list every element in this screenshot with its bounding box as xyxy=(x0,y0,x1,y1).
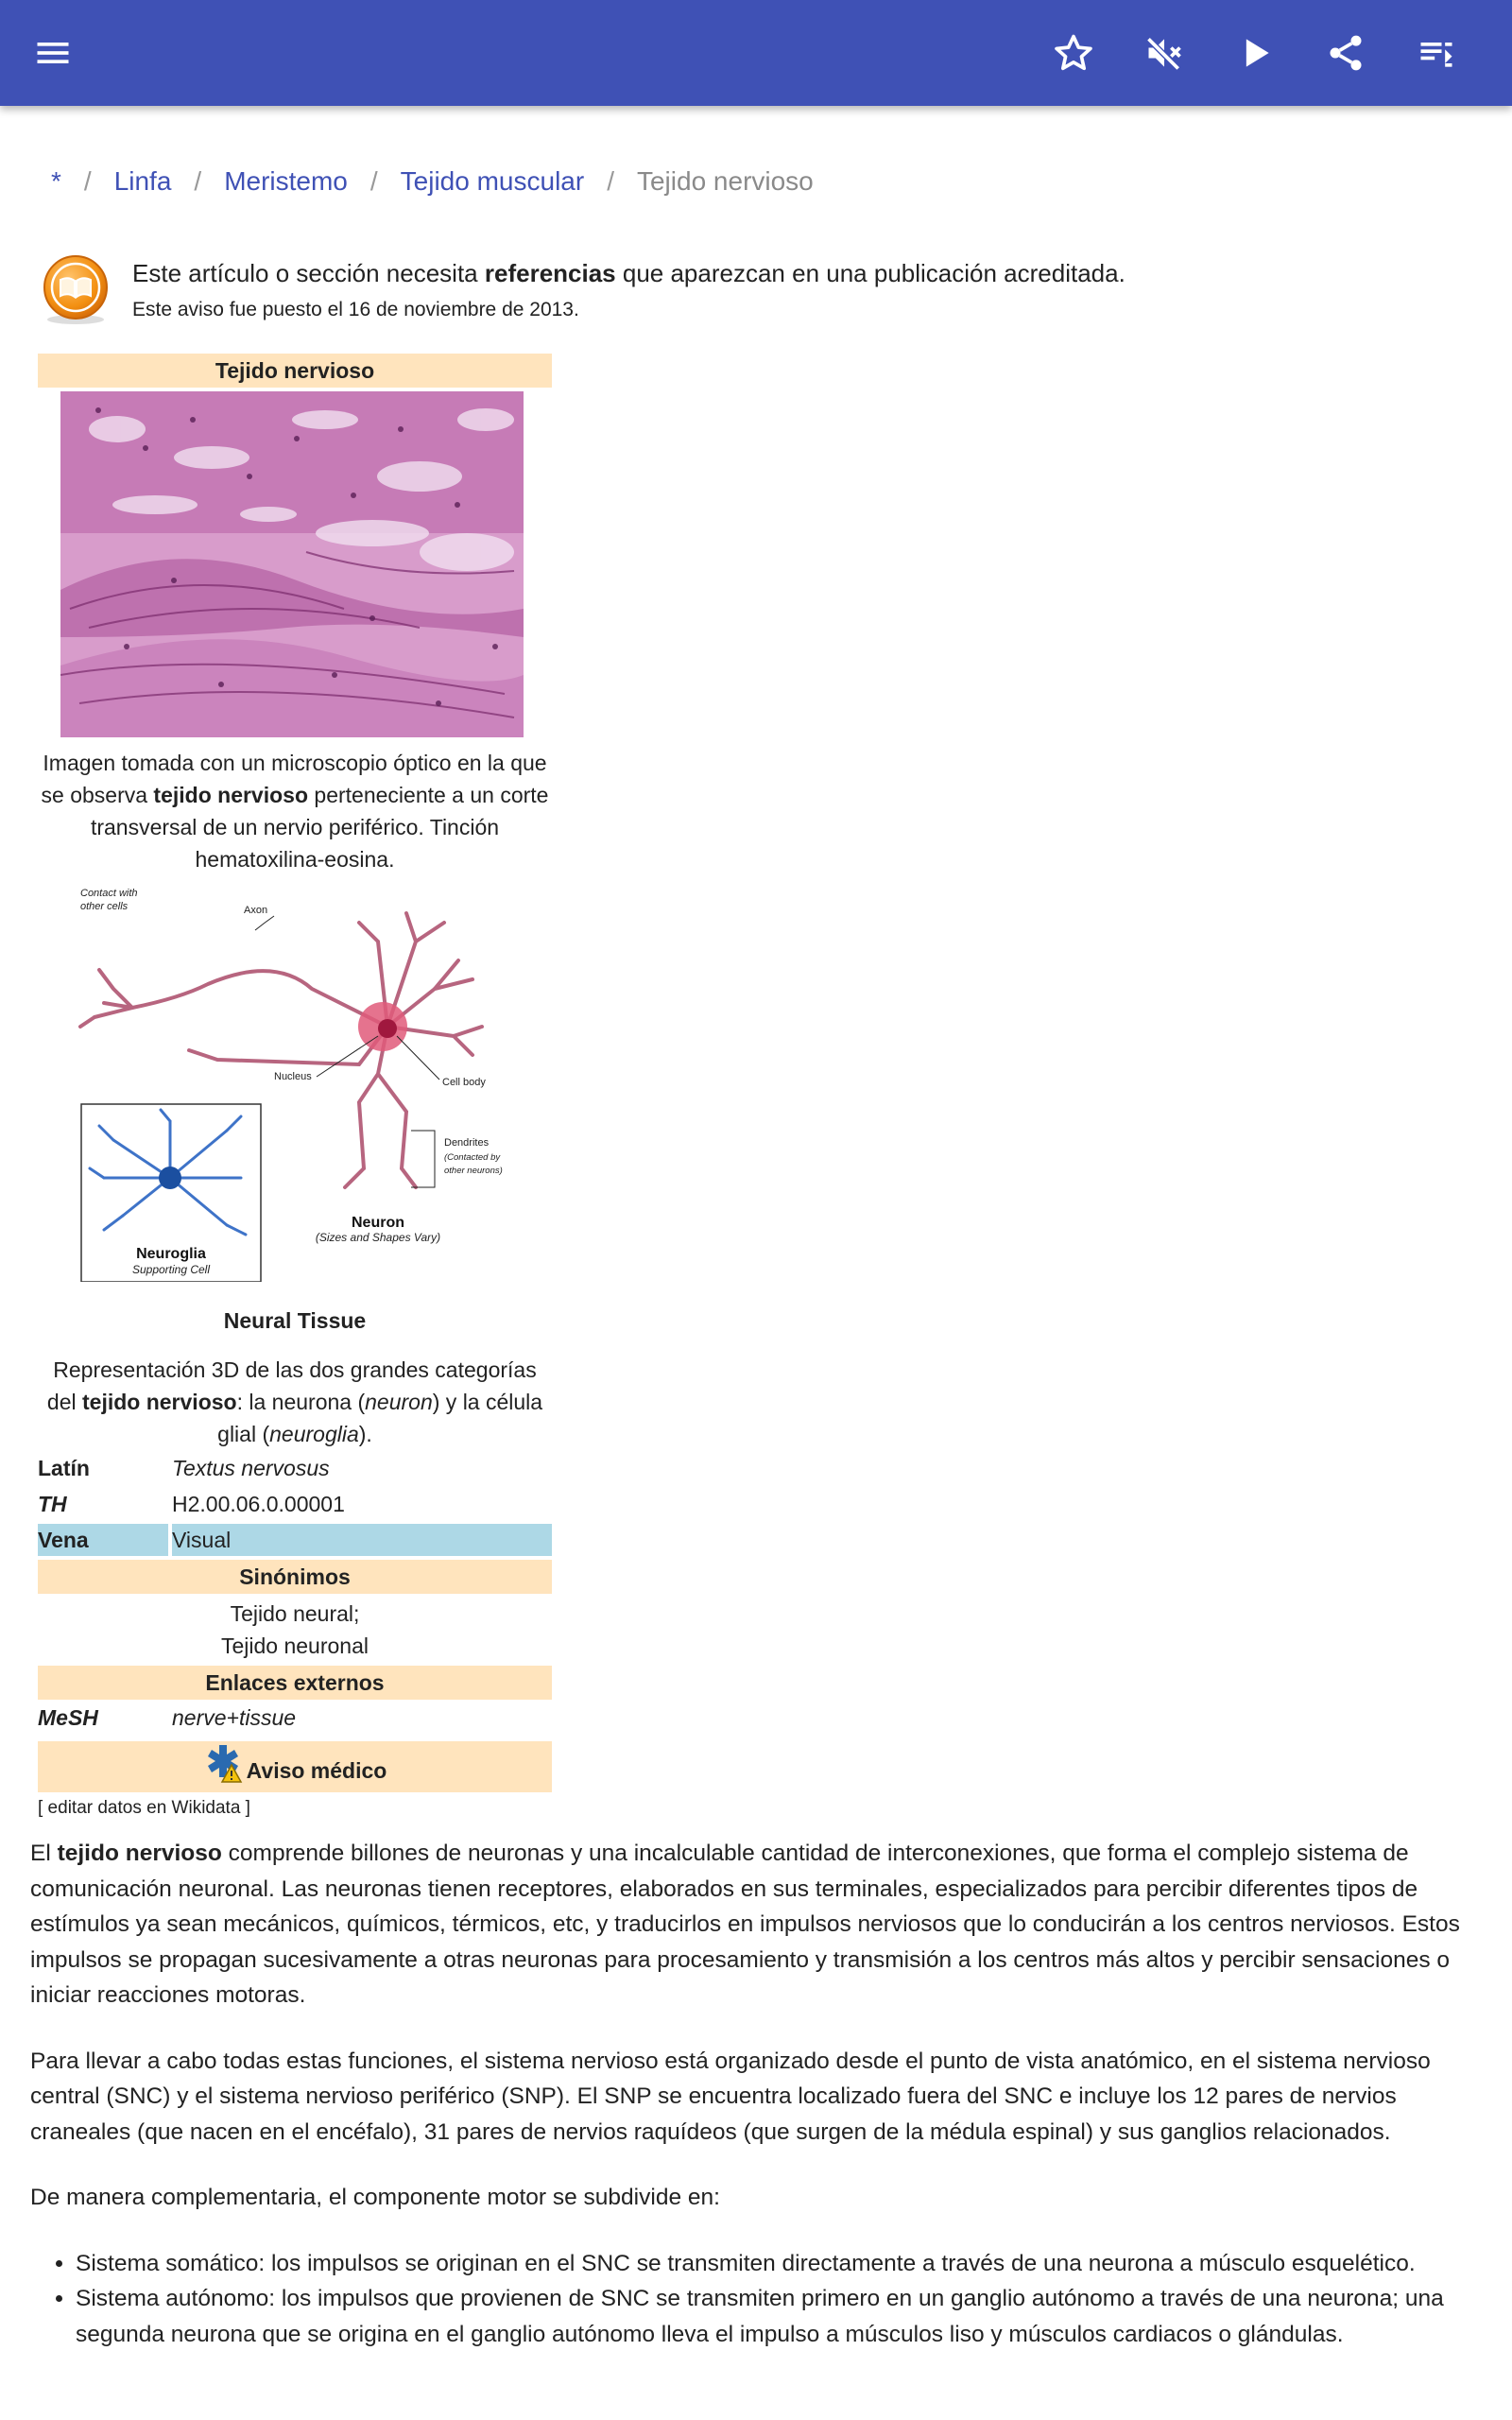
paragraph-1 xyxy=(30,1836,1486,2014)
play-icon[interactable] xyxy=(1228,26,1281,79)
notice-line-2: Este aviso fue puesto el 16 de noviembre de 2013. xyxy=(132,299,579,320)
diagram-label-neuroglia: Neuroglia xyxy=(136,1246,206,1262)
star-icon[interactable] xyxy=(1047,26,1100,79)
playlist-icon[interactable] xyxy=(1410,26,1463,79)
notice-text: Este artículo o sección necesita xyxy=(132,259,485,287)
infobox xyxy=(38,354,552,1818)
caption-italic: neuroglia xyxy=(269,1422,359,1446)
paragraph-text: El xyxy=(30,1841,58,1866)
diagram-label: (Sizes and Shapes Vary) xyxy=(315,1231,441,1244)
external-links-header: Enlaces externos xyxy=(38,1666,552,1700)
neural-tissue-diagram[interactable] xyxy=(76,885,529,1282)
share-icon[interactable] xyxy=(1319,26,1372,79)
edit-wikidata-link[interactable]: [ editar datos en Wikidata ] xyxy=(38,1798,250,1818)
image-caption xyxy=(38,747,552,875)
diagram-label-axon: Axon xyxy=(244,905,268,916)
list-item: • Sistema somático: los impulsos se originan en el SNC se transmiten directamente a través de una neurona a músculo esquelético. xyxy=(76,2246,1486,2282)
menu-icon[interactable] xyxy=(26,26,79,79)
diagram-label: (Contacted by xyxy=(444,1152,501,1163)
paragraph-2: Para llevar a cabo todas estas funciones, el sistema nervioso está organizado desde el punto de vista anatómico, en el sistema nervioso central (SNC) y el sistema nervioso periférico (SNP). El SNP se encuentra localizado fuera del SNC e incluye los 12 pares de nervios craneales (que nacen en el encéfalo), 31 pares de nervios raquídeos (que surgen de la médula espinal) y sus ganglios relacionados. xyxy=(30,2048,1431,2145)
micrograph-image[interactable] xyxy=(60,391,524,737)
medical-warning-label[interactable]: Aviso médico xyxy=(246,1758,387,1783)
breadcrumb-item-linfa[interactable]: Linfa xyxy=(113,166,172,196)
synonym-2: Tejido neuronal xyxy=(220,1634,369,1658)
medical-warning[interactable] xyxy=(38,1741,552,1792)
article-body xyxy=(30,1836,1486,2352)
caption-text: perteneciente a un corte transversal de un nervio periférico. Tinción hematoxilina-eosina. xyxy=(90,783,549,872)
diagram-caption xyxy=(38,1354,552,1450)
row-value: H2.00.06.0.00001 xyxy=(172,1492,345,1516)
diagram-label: Supporting Cell xyxy=(131,1263,211,1276)
diagram-label: other cells xyxy=(80,901,129,912)
diagram-label-neuron: Neuron xyxy=(352,1215,404,1231)
paragraph-text: comprende billones de neuronas y una incalculable cantidad de interconexiones, que forma el complejo sistema de comunicación neuronal. Las neuronas tienen receptores, elaborados en sus terminales, especializados para percibir diferentes tipos de estímulos ya sean mecánicos, químicos, térmicos, etc, y traducirlos en impulsos nerviosos que lo conducirán a los centros nerviosos. Estos impulsos se propagan sucesivamente a otras neuronas para procesamiento y transmisión a los centros más altos y percibir sensaciones o iniciar reacciones motoras. xyxy=(30,1841,1460,2008)
row-key[interactable]: MeSH xyxy=(38,1705,98,1730)
breadcrumb-separator: / xyxy=(607,166,614,196)
paragraph-3: De manera complementaria, el componente motor se subdivide en: xyxy=(30,2185,720,2210)
book-icon xyxy=(38,251,113,327)
row-key[interactable]: Latín xyxy=(38,1456,90,1480)
app-bar xyxy=(0,0,1512,106)
diagram-title: Neural Tissue xyxy=(223,1308,367,1333)
diagram-label: Contact with xyxy=(80,888,138,899)
breadcrumb-item-meristemo[interactable]: Meristemo xyxy=(224,166,348,196)
caption-text: ) y la célula glial ( xyxy=(217,1390,543,1446)
notice-line-1 xyxy=(132,259,1125,288)
paragraph-bold: tejido nervioso xyxy=(57,1841,222,1866)
breadcrumb-separator: / xyxy=(369,166,378,196)
medical-warning-icon xyxy=(203,1742,247,1786)
row-value[interactable]: nerve+tissue xyxy=(172,1705,297,1730)
notice-bold[interactable]: referencias xyxy=(484,259,616,287)
breadcrumb-item-home[interactable]: * xyxy=(51,166,61,196)
diagram-label-cellbody: Cell body xyxy=(442,1077,486,1088)
infobox-row-vena xyxy=(38,1524,552,1556)
row-key: Vena xyxy=(38,1524,168,1556)
list-item: • Sistema autónomo: los impulsos que provienen de SNC se transmiten primero en un ganglio autónomo a través de una neurona; una segunda neurona que se origina en el ganglio autónomo lleva el impulso a músculos liso y músculos cardiacos o glándulas. xyxy=(76,2281,1486,2352)
diagram-label-nucleus: Nucleus xyxy=(274,1071,312,1082)
caption-text: ). xyxy=(358,1422,372,1446)
caption-bold: tejido nervioso xyxy=(153,783,309,807)
breadcrumb-current: Tejido nervioso xyxy=(636,166,814,196)
row-value: Visual xyxy=(172,1524,552,1556)
caption-bold: tejido nervioso xyxy=(82,1390,237,1414)
diagram-label: other neurons) xyxy=(444,1166,503,1176)
diagram-label-dendrites: Dendrites xyxy=(444,1137,490,1149)
infobox-row-mesh xyxy=(38,1702,552,1734)
row-key[interactable]: TH xyxy=(38,1492,67,1516)
infobox-title: Tejido nervioso xyxy=(38,354,552,388)
motor-list xyxy=(30,2246,1486,2353)
synonyms-header: Sinónimos xyxy=(38,1560,552,1594)
breadcrumb-separator: / xyxy=(83,166,92,196)
caption-text: : la neurona ( xyxy=(236,1390,366,1414)
caption-italic: neuron xyxy=(365,1390,433,1414)
volume-off-icon[interactable] xyxy=(1138,26,1191,79)
caption-text: Representación 3D de las dos grandes categorías del xyxy=(46,1357,537,1414)
breadcrumb xyxy=(51,166,814,197)
breadcrumb-item-tejido-muscular[interactable]: Tejido muscular xyxy=(400,166,585,196)
notice-text: que aparezcan en una publicación acreditada. xyxy=(615,259,1125,287)
row-value: Textus nervosus xyxy=(172,1456,330,1480)
infobox-row-latin xyxy=(38,1452,552,1484)
breadcrumb-separator: / xyxy=(194,166,202,196)
caption-text: Imagen tomada con un microscopio óptico en la que se observa xyxy=(41,751,547,807)
synonym-1: Tejido neural; xyxy=(230,1601,360,1626)
infobox-row-th xyxy=(38,1488,552,1520)
